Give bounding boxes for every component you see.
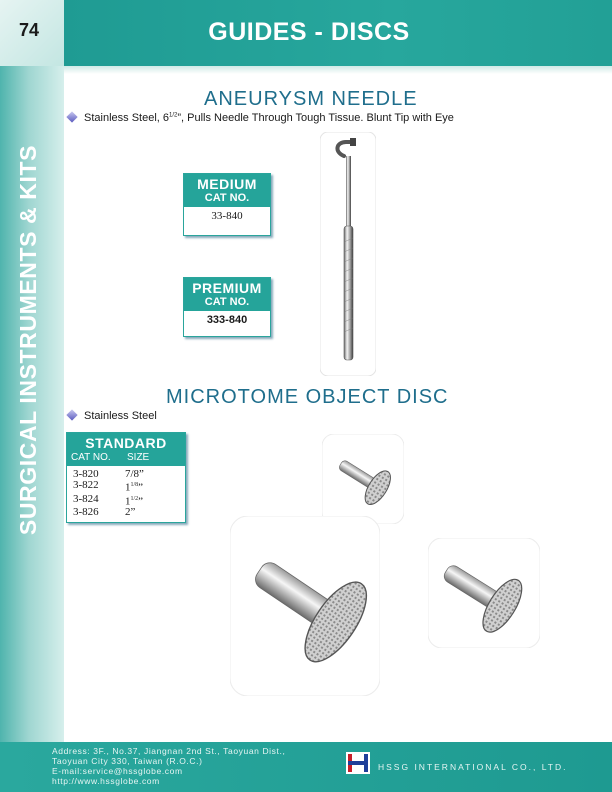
medium-cat-box (183, 173, 271, 236)
row-size-wrap (125, 494, 143, 508)
table-row (67, 494, 185, 508)
medium-label: MEDIUM (197, 176, 257, 192)
aneurysm-title: ANEURYSM NEEDLE (204, 88, 418, 110)
row-cat: 3-826 (73, 506, 99, 519)
side-title-wrap (6, 110, 50, 570)
standard-columns (67, 451, 185, 466)
row-size-post: ” (138, 495, 144, 508)
premium-label: PREMIUM (192, 280, 262, 296)
medium-cat-label: CAT NO. (204, 192, 250, 204)
microtome-title: MICROTOME OBJECT DISC (166, 386, 449, 408)
standard-table (66, 432, 186, 523)
aneurysm-desc-pre: Stainless Steel, 6 (84, 112, 169, 124)
website-link[interactable]: http://www.hssglobe.com (52, 776, 160, 786)
header-separator (64, 66, 612, 74)
row-size-wrap (125, 480, 143, 494)
aneurysm-needle-image (320, 132, 376, 376)
row-size-sup: 1/2 (130, 495, 139, 502)
page-number: 74 (18, 20, 40, 40)
aneurysm-description (68, 112, 454, 124)
row-cat: 3-820 (73, 468, 99, 480)
row-size: 1 (125, 495, 131, 508)
premium-header (184, 278, 270, 311)
medium-header (184, 174, 270, 207)
footer-address (52, 746, 285, 786)
premium-cat-box (183, 277, 271, 337)
bullet-icon (66, 111, 77, 122)
row-size-sup: 1/8 (130, 482, 139, 488)
standard-table-body (67, 466, 185, 522)
microtome-desc-text: Stainless Steel (84, 410, 157, 422)
disc-small-image (322, 434, 404, 524)
row-size: 2” (125, 506, 136, 519)
col-size: SIZE (127, 452, 150, 463)
table-row (67, 480, 185, 494)
col-cat-no: CAT NO. (71, 452, 111, 463)
disc-medium-image (428, 538, 540, 648)
bullet-icon (66, 409, 77, 420)
address-line-1: Address: 3F., No.37, Jiangnan 2nd St., Taoyuan Dist., (52, 746, 286, 756)
microtome-description (68, 410, 157, 422)
row-size: 1 (125, 481, 131, 494)
aneurysm-desc-sup: 1/2 (169, 112, 178, 119)
row-size-post: ” (138, 481, 144, 494)
side-title: SURGICAL INSTRUMENTS & KITS (15, 144, 41, 536)
aneurysm-desc-post: ”, Pulls Needle Through Tough Tissue. Blunt Tip with Eye (177, 112, 454, 124)
company-name: HSSG INTERNATIONAL CO., LTD. (378, 762, 568, 772)
table-row (67, 507, 185, 518)
page-title: GUIDES - DISCS (208, 18, 410, 46)
row-cat: 3-824 (73, 492, 99, 505)
standard-title: STANDARD (85, 435, 167, 451)
disc-large-image (230, 516, 380, 696)
company-logo-icon (346, 752, 370, 774)
standard-table-header (67, 433, 185, 466)
row-size: 7/8” (125, 468, 144, 480)
premium-cat-no: 333-840 (206, 314, 248, 326)
medium-cat-no: 33-840 (211, 210, 243, 222)
premium-cat-label: CAT NO. (204, 296, 250, 308)
email-link[interactable]: E-mail:service@hssglobe.com (52, 766, 183, 776)
row-cat: 3-822 (73, 479, 99, 491)
address-line-2: Taoyuan City 330, Taiwan (R.O.C.) (52, 756, 203, 766)
